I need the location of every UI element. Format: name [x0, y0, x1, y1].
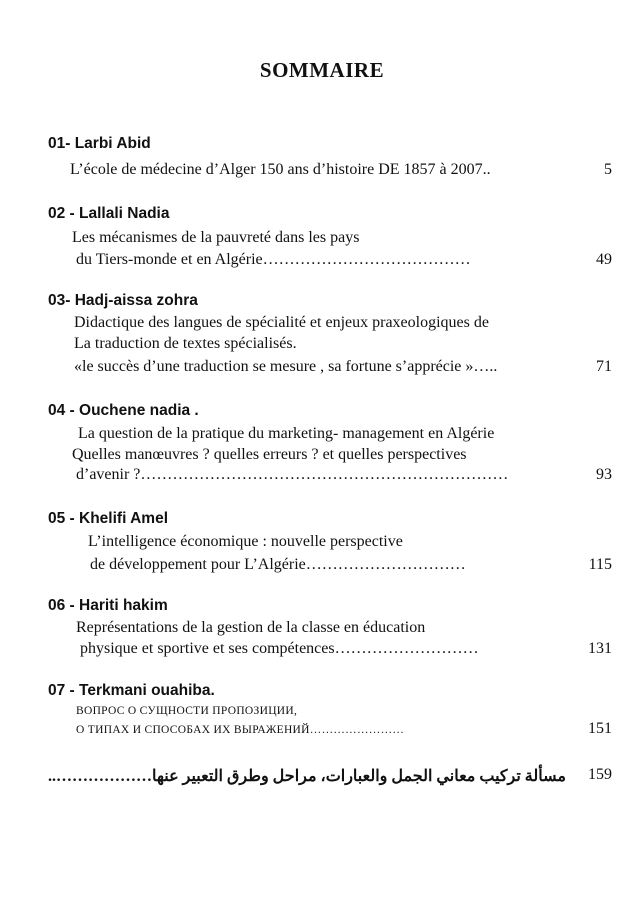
entry-title-line: О ТИПАХ И СПОСОБАХ ИХ ВЫРАЖЕНИЙ……………………: [76, 724, 405, 736]
page-number: 71: [596, 358, 612, 375]
entry-title-line: Les mécanismes de la pauvreté dans les pays: [72, 229, 360, 246]
entry-title-line: L’intelligence économique : nouvelle perspective: [88, 533, 403, 550]
entry-title-line: ВОПРОС О СУЩНОСТИ ПРОПОЗИЦИИ,: [76, 705, 298, 717]
page-number: 5: [604, 161, 612, 178]
page-number: 115: [588, 556, 612, 573]
entry-title-line: d’avenir ?……………………………………………………………: [76, 466, 509, 483]
page-number: 93: [596, 466, 612, 483]
entry-title-line: de développement pour L’Algérie…………………………: [90, 556, 466, 573]
entry-title-line: Quelles manœuvres ? quelles erreurs ? et quelles perspectives: [72, 446, 467, 463]
entry-title-line: L’école de médecine d’Alger 150 ans d’histoire DE 1857 à 2007..: [70, 161, 491, 178]
entry-title-line: Représentations de la gestion de la classe en éducation: [76, 619, 426, 636]
entry-author: 04 - Ouchene nadia .: [48, 402, 199, 419]
page-number: 49: [596, 251, 612, 268]
entry-title-line: physique et sportive et ses compétences………………………: [80, 640, 479, 657]
page-number: 131: [588, 640, 612, 657]
entry-author: 03- Hadj-aissa zohra: [48, 292, 198, 309]
entry-title-line: La traduction de textes spécialisés.: [74, 335, 297, 352]
entry-author: 02 - Lallali Nadia: [48, 205, 170, 222]
page-number: 159: [588, 766, 612, 783]
entry-author: 07 - Terkmani ouahiba.: [48, 682, 215, 699]
page-number: 151: [588, 720, 612, 737]
entry-author: 06 - Hariti hakim: [48, 597, 168, 614]
entry-title-line: La question de la pratique du marketing- management en Algérie: [78, 425, 495, 442]
entry-title-line: Didactique des langues de spécialité et enjeux praxeologiques de: [74, 314, 489, 331]
entry-author: 01- Larbi Abid: [48, 135, 151, 152]
page-title: SOMMAIRE: [259, 58, 385, 82]
entry-title-line: du Tiers-monde et en Algérie…………………………………: [76, 251, 471, 268]
entry-author: 05 - Khelifi Amel: [48, 510, 169, 527]
entry-title-line: «le succès d’une traduction se mesure , sa fortune s’apprécie »…..: [74, 358, 498, 375]
entry-title-arabic: مسألة تركيب معاني الجمل والعبارات، مراحل وطرق التعبير عنها………………..: [48, 768, 566, 785]
